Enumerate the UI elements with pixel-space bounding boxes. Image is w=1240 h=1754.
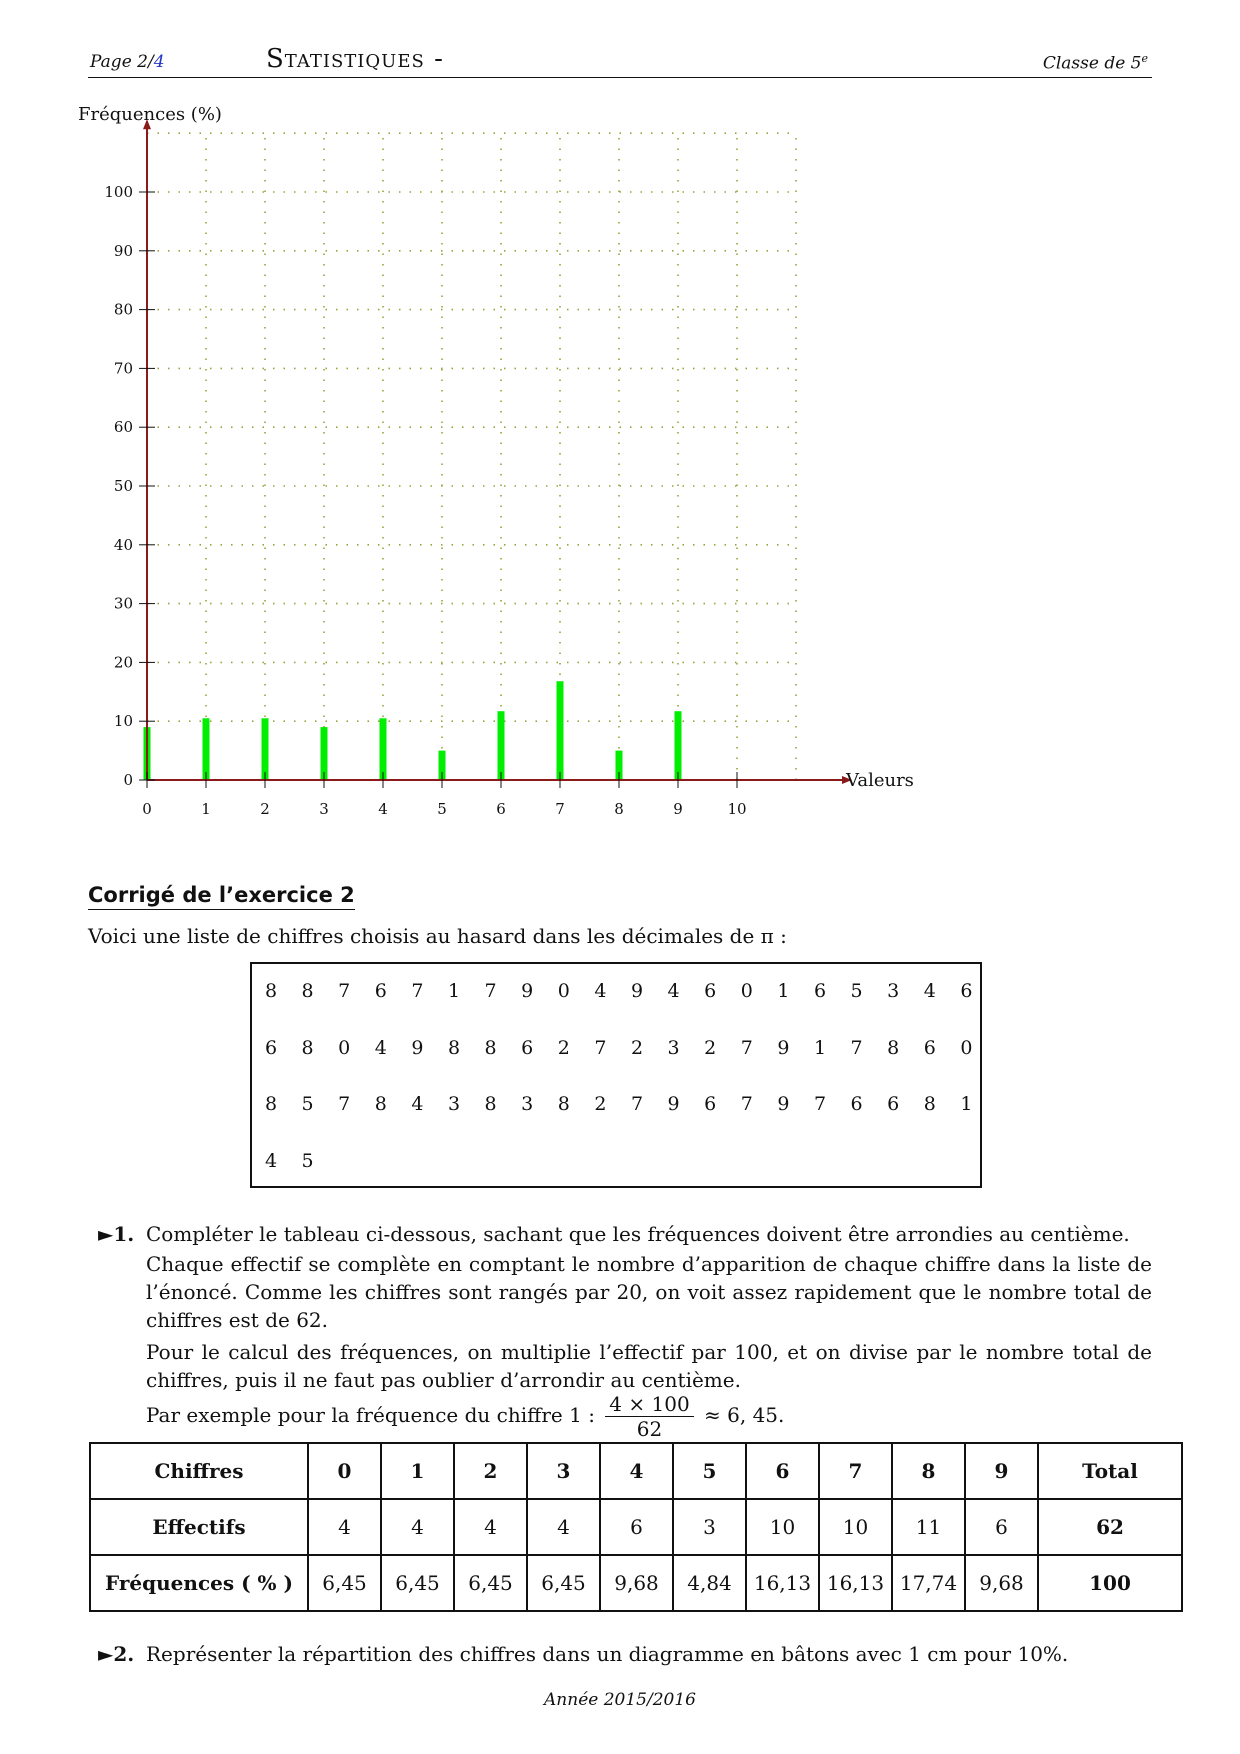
frequence-cell: 9,68 [600,1555,673,1611]
frequence-cell: 6,45 [381,1555,454,1611]
question-1-example: Par exemple pour la fréquence du chiffre 1 : $\frac{4 \times 100}{62}$ ≈ 6, 45. [146,1392,785,1441]
digit-item: 4 [594,980,607,1002]
digit-item: 3 [887,980,900,1002]
effectif-cell: 6 [600,1499,673,1555]
effectif-cell: 3 [673,1499,746,1555]
x-tick-label: 8 [614,800,624,818]
digit-item: 2 [704,1036,717,1059]
question-1-number: ►1. [98,1222,135,1246]
exercise-intro: Voici une liste de chiffres choisis au hasard dans les décimales de π : [88,924,787,948]
digit-item: 0 [557,980,570,1002]
frequence-cell: 6,45 [454,1555,527,1611]
x-tick-label: 1 [201,800,211,818]
x-tick-label: 9 [673,800,683,818]
digit-item: 7 [850,1036,863,1059]
table-row-effectifs [90,1499,1182,1555]
document-title: Statistiques - [266,44,444,74]
x-tick-label: 7 [555,800,565,818]
digit-item: 7 [338,1093,351,1115]
digit-item: 9 [630,980,644,1002]
digit-item: 5 [301,1149,314,1172]
x-axis-label: Valeurs [846,770,914,791]
digit-item: 7 [338,980,351,1002]
effectif-cell: 4 [308,1499,381,1555]
question-1-method: Pour le calcul des fréquences, on multiplie l’effectif par 100, et on divise par le nombre total de chiffres, puis il ne faut pas oublier d’arrondir au centième. [146,1340,1152,1392]
digit-item: 2 [557,1036,570,1059]
digit-item: 7 [740,1093,753,1115]
digit-item: 7 [630,1093,644,1115]
digit-cell: 2 [454,1443,527,1499]
question-1-explanation: Chaque effectif se complète en comptant le nombre d’apparition de chaque chiffre dans la liste de l’énoncé. Comme les chiffres sont rangés par 20, on voit assez rapidement que le nombre total de chiffres est de 62. [146,1252,1152,1332]
digit-item: 8 [887,1036,900,1059]
digit-item: 1 [777,980,790,1002]
digit-item: 9 [777,1036,790,1059]
bar-2 [262,718,269,780]
digit-item: 7 [411,980,424,1002]
digit-item: 1 [960,1093,973,1115]
x-tick-label: 6 [496,800,506,818]
frequences-total: 100 [1038,1555,1182,1611]
question-1-statement: Compléter le tableau ci-dessous, sachant que les fréquences doivent être arrondies au centième. [146,1222,1130,1246]
digit-item: 8 [447,1036,461,1059]
frequence-cell: 6,45 [308,1555,381,1611]
digit-cell: 9 [965,1443,1038,1499]
y-tick-label: 60 [113,418,133,437]
digit-item: 3 [447,1093,461,1115]
x-tick-label: 10 [727,800,747,818]
exercise-title: Corrigé de l’exercice 2 [88,883,355,910]
y-axis-label: Fréquences (%) [78,104,222,125]
y-tick-label: 80 [113,300,133,319]
y-tick-label: 70 [113,359,133,378]
row-header-frequences: Fréquences ( % ) [90,1555,308,1611]
digit-item: 2 [630,1036,644,1059]
table-row-frequences [90,1555,1182,1611]
y-tick-label: 100 [104,183,133,201]
digit-cell: 5 [673,1443,746,1499]
question-2-number: ►2. [98,1642,135,1666]
digit-item: 6 [704,980,717,1002]
frequence-cell: 4,84 [673,1555,746,1611]
example-fraction: $\frac{4 \times 100}{62}$ [605,1392,693,1441]
frequence-cell: 17,74 [892,1555,965,1611]
bar-1 [203,718,210,780]
bar-6 [498,711,505,780]
page-total: 4 [153,52,165,72]
digit-item: 5 [301,1093,314,1115]
digit-item: 7 [813,1093,827,1115]
header-rule [88,77,1152,78]
y-tick-label: 90 [113,241,133,260]
digit-item: 6 [264,1036,278,1059]
row-header-effectifs: Effectifs [90,1499,308,1555]
x-tick-label: 2 [260,800,270,818]
effectif-cell: 10 [819,1499,892,1555]
effectifs-total: 62 [1038,1499,1182,1555]
digit-cell: 7 [819,1443,892,1499]
digit-item: 0 [338,1036,351,1059]
digit-item: 1 [813,1036,827,1059]
digit-item: 4 [411,1093,424,1115]
digit-item: 3 [521,1093,534,1115]
digit-item: 7 [594,1036,607,1059]
digit-cell: 0 [308,1443,381,1499]
digit-item: 8 [301,1036,314,1059]
digit-cell: 4 [600,1443,673,1499]
bar-4 [380,718,387,780]
digit-cell: 1 [381,1443,454,1499]
frequency-table [89,1442,1183,1612]
digit-item: 4 [667,980,680,1002]
digit-item: 8 [484,1036,497,1059]
digit-item: 6 [813,980,827,1002]
effectif-cell: 4 [454,1499,527,1555]
effectif-cell: 6 [965,1499,1038,1555]
digit-cell: 8 [892,1443,965,1499]
digit-cell: 3 [527,1443,600,1499]
effectif-cell: 10 [746,1499,819,1555]
digit-item: 4 [374,1036,387,1059]
digit-item: 4 [923,980,936,1002]
digit-item: 1 [447,980,461,1002]
digit-item: 9 [411,1036,424,1059]
table-row-digits [90,1443,1182,1499]
digit-item: 6 [374,980,387,1002]
digit-item: 6 [887,1093,900,1115]
digit-item: 0 [960,1036,973,1059]
frequence-cell: 16,13 [746,1555,819,1611]
digit-item: 7 [484,980,497,1002]
digit-item: 6 [923,1036,936,1059]
digit-item: 6 [704,1093,717,1115]
digit-item: 9 [777,1093,790,1115]
digit-item: 0 [740,980,753,1002]
y-tick-label: 10 [113,712,133,731]
x-tick-label: 0 [142,800,152,818]
digit-item: 9 [667,1093,680,1115]
digit-item: 8 [484,1093,497,1115]
digit-item: 4 [264,1149,278,1172]
y-tick-label: 20 [113,653,133,672]
x-tick-label: 3 [319,800,329,818]
frequence-cell: 9,68 [965,1555,1038,1611]
digit-item: 8 [923,1093,936,1115]
x-tick-label: 4 [378,800,388,818]
effectif-cell: 4 [527,1499,600,1555]
footer-year: Année 2015/2016 [544,1690,696,1710]
x-tick-label: 5 [437,800,447,818]
digit-item: 9 [521,980,534,1002]
page-number: Page 2/4 [90,52,165,72]
frequency-bar-chart [70,100,914,840]
y-tick-label: 40 [113,535,133,554]
effectif-cell: 11 [892,1499,965,1555]
total-header: Total [1038,1443,1182,1499]
digit-cell: 6 [746,1443,819,1499]
y-tick-label: 50 [113,477,133,495]
row-header-digits: Chiffres [90,1443,308,1499]
digit-item: 5 [850,980,863,1002]
digit-item: 6 [521,1036,534,1059]
digit-item: 2 [594,1093,607,1115]
bar-9 [675,711,682,780]
digit-item: 8 [374,1093,387,1115]
digit-item: 6 [960,980,973,1002]
digit-item: 3 [667,1036,680,1059]
effectif-cell: 4 [381,1499,454,1555]
digit-item: 8 [264,980,278,1002]
frequence-cell: 6,45 [527,1555,600,1611]
digit-item: 8 [557,1093,570,1115]
digits-list-box [250,962,982,1188]
y-tick-label: 0 [123,771,133,789]
y-tick-label: 30 [113,594,133,613]
digit-item: 8 [301,980,314,1002]
frequence-cell: 16,13 [819,1555,892,1611]
bar-7 [557,681,564,780]
digit-item: 6 [850,1093,863,1115]
question-2-statement: Représenter la répartition des chiffres dans un diagramme en bâtons avec 1 cm pour 10%. [146,1642,1069,1666]
digit-item: 7 [740,1036,753,1059]
digit-item: 8 [264,1093,278,1115]
class-label: Classe de 5e [1042,52,1148,74]
